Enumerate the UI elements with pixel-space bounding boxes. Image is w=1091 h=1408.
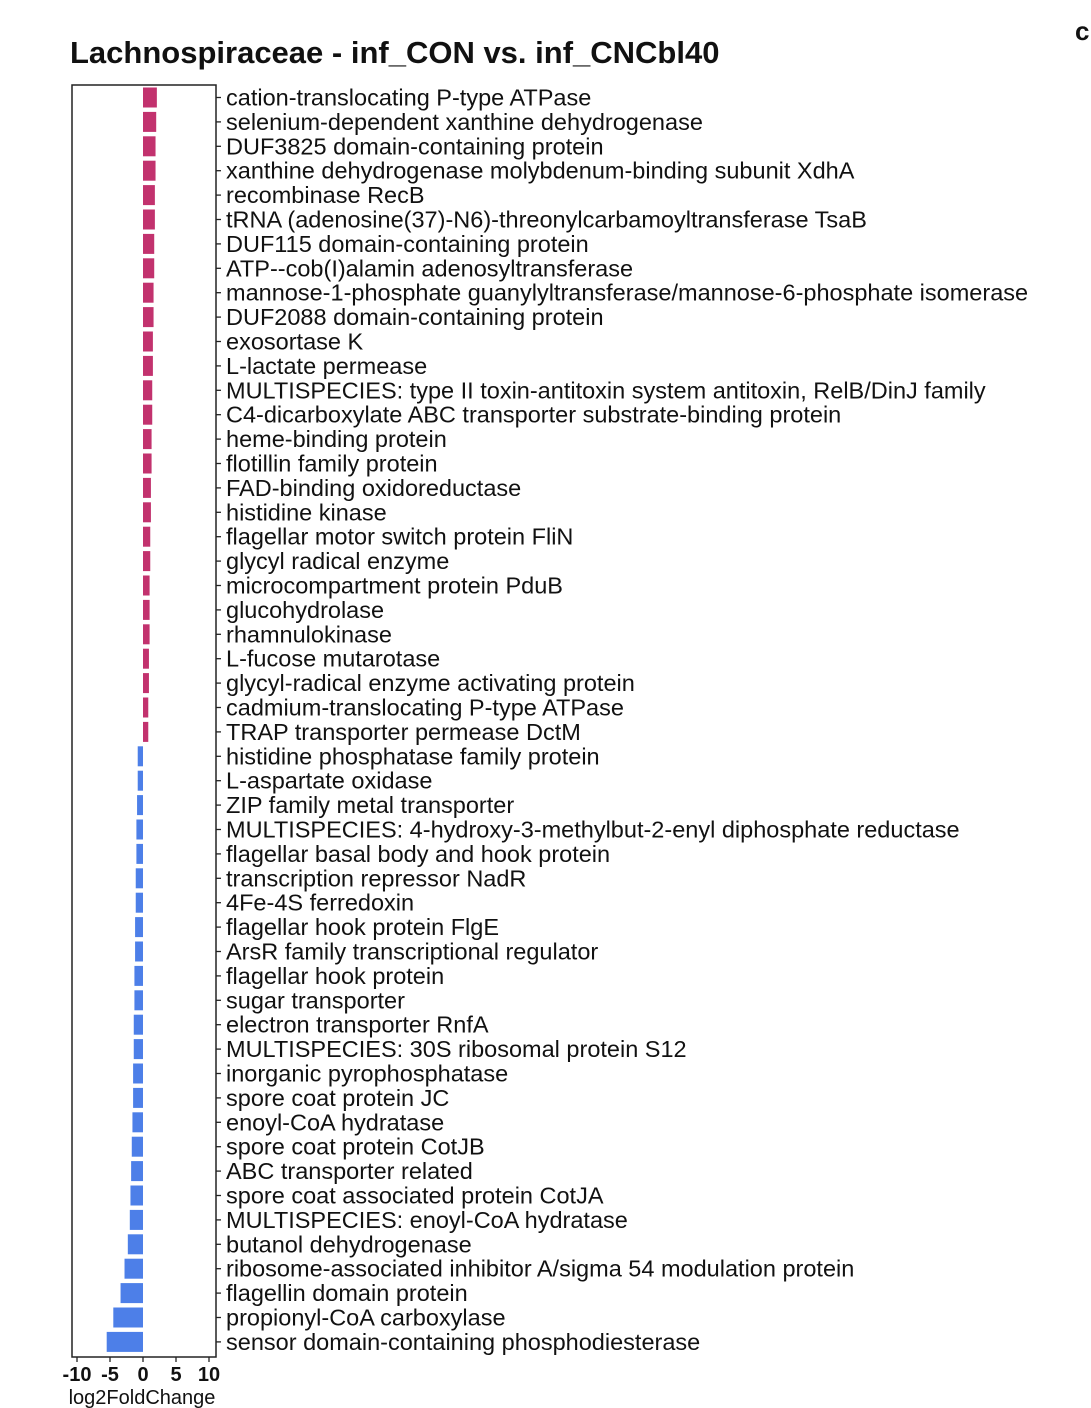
bar bbox=[143, 527, 150, 547]
bar bbox=[143, 112, 156, 132]
bar bbox=[143, 429, 152, 449]
category-label: histidine phosphatase family protein bbox=[226, 743, 600, 770]
category-label: flagellin domain protein bbox=[226, 1280, 468, 1307]
category-label: electron transporter RnfA bbox=[226, 1011, 489, 1038]
bar bbox=[134, 1039, 143, 1059]
category-label: tRNA (adenosine(37)-N6)-threonylcarbamoyltransferase TsaB bbox=[226, 206, 867, 233]
bar bbox=[143, 136, 156, 156]
category-label: enoyl-CoA hydratase bbox=[226, 1109, 445, 1136]
category-label: MULTISPECIES: 4-hydroxy-3-methylbut-2-enyl diphosphate reductase bbox=[226, 816, 960, 843]
category-label: mannose-1-phosphate guanylyltransferase/mannose-6-phosphate isomerase bbox=[226, 279, 1029, 306]
bar bbox=[130, 1186, 143, 1206]
category-label: selenium-dependent xanthine dehydrogenase bbox=[226, 108, 703, 135]
x-tick-label: 0 bbox=[137, 1364, 149, 1386]
category-label: rhamnulokinase bbox=[226, 621, 392, 648]
category-label: microcompartment protein PduB bbox=[226, 572, 563, 599]
category-label: heme-binding protein bbox=[226, 426, 447, 453]
bar bbox=[131, 1161, 143, 1181]
bar bbox=[143, 356, 153, 376]
bar bbox=[143, 210, 155, 230]
category-label: glucohydrolase bbox=[226, 596, 385, 623]
category-label: spore coat protein JC bbox=[226, 1084, 450, 1111]
bar bbox=[143, 405, 152, 425]
bar bbox=[135, 942, 143, 962]
x-axis-title: log2FoldChange bbox=[68, 1387, 216, 1408]
x-axis bbox=[63, 1357, 221, 1386]
x-tick-label: -10 bbox=[62, 1364, 92, 1386]
bar bbox=[138, 746, 143, 766]
x-tick-label: 10 bbox=[197, 1364, 221, 1386]
category-label: cation-translocating P-type ATPase bbox=[226, 84, 592, 111]
category-label: flagellar motor switch protein FliN bbox=[226, 523, 574, 550]
category-label: MULTISPECIES: type II toxin-antitoxin system antitoxin, RelB/DinJ family bbox=[226, 377, 986, 404]
bar bbox=[143, 332, 153, 352]
panel-label: c bbox=[1075, 16, 1090, 46]
category-label: spore coat protein CotJB bbox=[226, 1133, 485, 1160]
bar bbox=[143, 307, 154, 327]
category-label: L-lactate permease bbox=[226, 352, 428, 379]
bar bbox=[136, 820, 143, 840]
category-label: histidine kinase bbox=[226, 499, 387, 526]
bar bbox=[130, 1210, 143, 1230]
category-label: MULTISPECIES: 30S ribosomal protein S12 bbox=[226, 1036, 687, 1063]
category-label: MULTISPECIES: enoyl-CoA hydratase bbox=[226, 1206, 628, 1233]
bar bbox=[125, 1259, 143, 1279]
category-label: sugar transporter bbox=[226, 987, 405, 1014]
bar bbox=[143, 380, 152, 400]
category-label: cadmium-translocating P-type ATPase bbox=[226, 694, 624, 721]
category-label: glycyl radical enzyme bbox=[226, 548, 450, 575]
category-label: TRAP transporter permease DctM bbox=[226, 718, 581, 745]
bar bbox=[143, 161, 156, 181]
bar bbox=[128, 1234, 143, 1254]
x-tick-label: -5 bbox=[101, 1364, 119, 1386]
category-label: flagellar basal body and hook protein bbox=[226, 840, 611, 867]
category-label: sensor domain-containing phosphodiesterase bbox=[226, 1328, 701, 1355]
category-label: 4Fe-4S ferredoxin bbox=[226, 889, 415, 916]
bar bbox=[143, 576, 150, 596]
category-label: spore coat associated protein CotJA bbox=[226, 1182, 604, 1209]
bar bbox=[143, 502, 151, 522]
bar bbox=[143, 478, 151, 498]
bar bbox=[132, 1137, 143, 1157]
bar bbox=[143, 600, 150, 620]
bar bbox=[136, 868, 143, 888]
bar bbox=[134, 990, 143, 1010]
category-label: transcription repressor NadR bbox=[226, 865, 527, 892]
bar bbox=[143, 234, 154, 254]
category-label: xanthine dehydrogenase molybdenum-binding subunit XdhA bbox=[226, 157, 855, 184]
bar bbox=[137, 795, 143, 815]
bar bbox=[143, 454, 152, 474]
bar bbox=[143, 283, 154, 303]
chart-title: Lachnospiraceae - inf_CON vs. inf_CNCbl40 bbox=[70, 35, 720, 70]
bar bbox=[143, 88, 157, 108]
category-label: glycyl-radical enzyme activating protein bbox=[226, 670, 635, 697]
category-label: ArsR family transcriptional regulator bbox=[226, 938, 599, 965]
category-label: FAD-binding oxidoreductase bbox=[226, 474, 522, 501]
bar bbox=[135, 917, 143, 937]
category-label: inorganic pyrophosphatase bbox=[226, 1060, 509, 1087]
bar bbox=[143, 551, 150, 571]
bar bbox=[107, 1332, 143, 1352]
category-label: flotillin family protein bbox=[226, 450, 438, 477]
bar bbox=[138, 771, 143, 791]
category-label: recombinase RecB bbox=[226, 182, 425, 209]
bar bbox=[133, 1064, 143, 1084]
x-tick-label: 5 bbox=[170, 1364, 182, 1386]
category-label: ribosome-associated inhibitor A/sigma 54 modulation protein bbox=[226, 1255, 855, 1282]
category-label: C4-dicarboxylate ABC transporter substrate-binding protein bbox=[226, 401, 842, 428]
bar bbox=[143, 258, 154, 278]
bar bbox=[143, 722, 148, 742]
bar bbox=[133, 1088, 143, 1108]
bar bbox=[143, 649, 149, 669]
category-label: flagellar hook protein bbox=[226, 962, 445, 989]
category-label: ABC transporter related bbox=[226, 1158, 473, 1185]
bar bbox=[143, 185, 155, 205]
bar bbox=[113, 1308, 143, 1328]
bar bbox=[136, 893, 143, 913]
category-label: butanol dehydrogenase bbox=[226, 1231, 472, 1258]
category-label: flagellar hook protein FlgE bbox=[226, 914, 500, 941]
bar bbox=[136, 844, 143, 864]
category-label: DUF3825 domain-containing protein bbox=[226, 133, 604, 160]
category-label: ZIP family metal transporter bbox=[226, 792, 515, 819]
bar bbox=[143, 673, 149, 693]
bar bbox=[134, 1015, 143, 1035]
category-label: propionyl-CoA carboxylase bbox=[226, 1304, 506, 1331]
bars-group bbox=[107, 88, 157, 1352]
category-label: exosortase K bbox=[226, 328, 364, 355]
bar bbox=[132, 1112, 143, 1132]
category-label: ATP--cob(I)alamin adenosyltransferase bbox=[226, 255, 634, 282]
category-label: DUF2088 domain-containing protein bbox=[226, 304, 604, 331]
category-label: L-aspartate oxidase bbox=[226, 767, 433, 794]
bar bbox=[143, 624, 150, 644]
category-labels bbox=[226, 85, 1028, 1355]
bar bbox=[143, 698, 148, 718]
category-label: DUF115 domain-containing protein bbox=[226, 230, 589, 257]
bar bbox=[121, 1283, 143, 1303]
bar bbox=[134, 966, 143, 986]
category-label: L-fucose mutarotase bbox=[226, 645, 441, 672]
